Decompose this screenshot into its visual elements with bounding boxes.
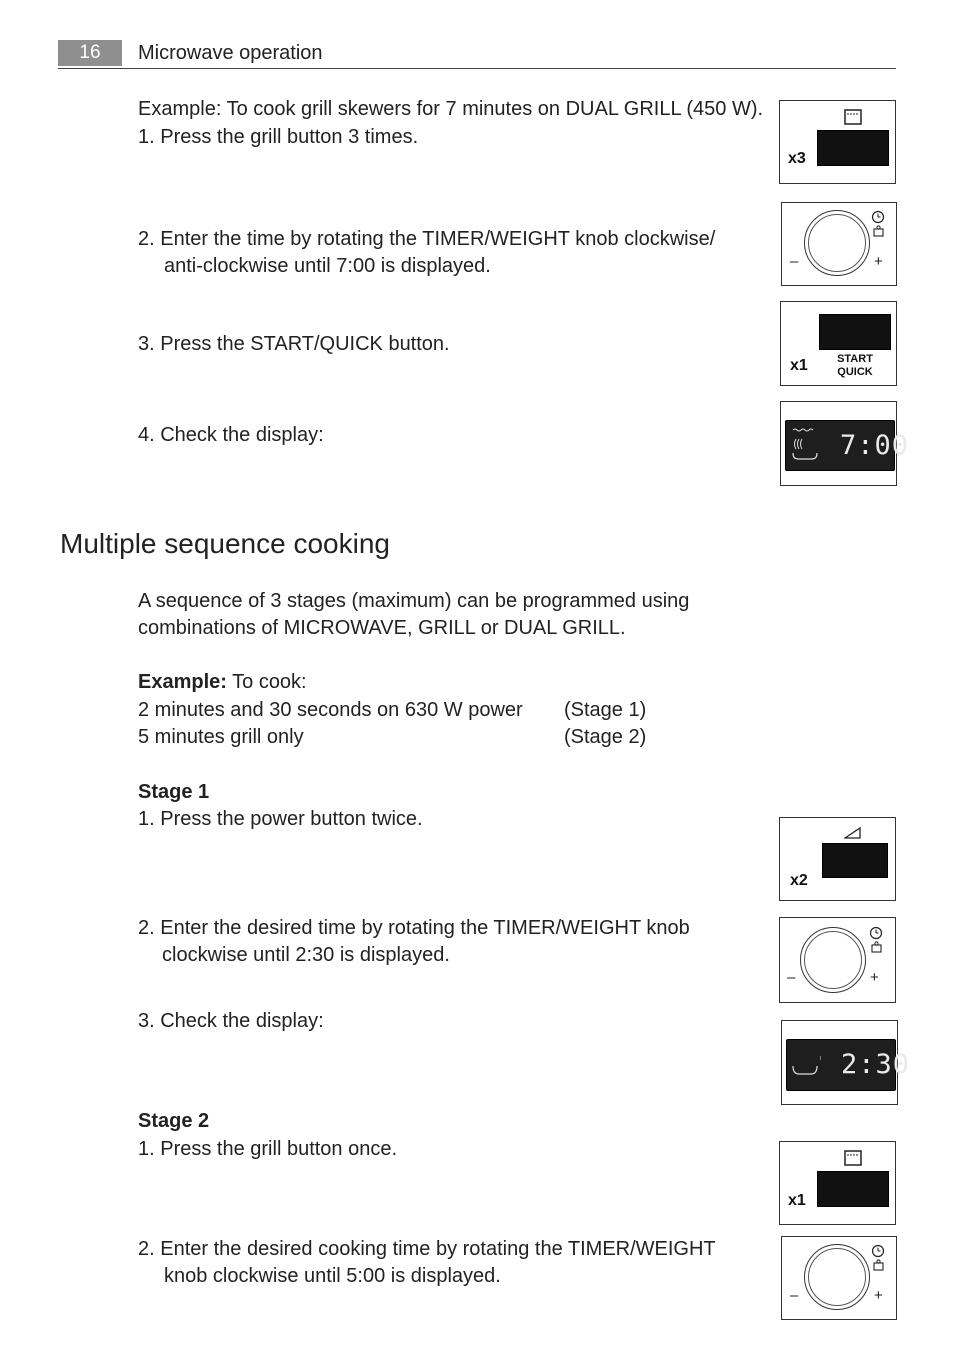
power-button-panel bbox=[779, 817, 896, 901]
grill-icon bbox=[844, 109, 862, 125]
timer-weight-knob[interactable] bbox=[800, 927, 866, 993]
example1-intro bbox=[138, 96, 763, 123]
start-quick-button[interactable] bbox=[831, 353, 879, 379]
example-text: To cook: bbox=[226, 671, 307, 693]
example-label: Example: bbox=[138, 671, 227, 693]
minus-label: – bbox=[790, 1287, 799, 1304]
weight-icon bbox=[873, 1259, 884, 1271]
example-row-desc: 5 minutes grill only bbox=[138, 726, 304, 748]
timer-weight-knob-panel bbox=[779, 917, 896, 1003]
example-row-desc: 2 minutes and 30 seconds on 630 W power bbox=[138, 699, 523, 721]
step-text: 1. Press the grill button 3 times. bbox=[138, 126, 419, 148]
display-panel bbox=[781, 1020, 911, 1105]
stage-title: Stage 1 bbox=[138, 781, 210, 803]
step-text: 2. Enter the desired cooking time by rotating the TIMER/WEIGHT bbox=[138, 1238, 716, 1260]
press-count: x2 bbox=[790, 872, 808, 889]
power-icon bbox=[844, 826, 862, 840]
plus-label: + bbox=[874, 1287, 883, 1304]
press-count: x3 bbox=[788, 150, 806, 167]
grill-button-panel bbox=[779, 1141, 896, 1225]
timer-weight-knob-panel bbox=[781, 1236, 897, 1320]
quick-label: QUICK bbox=[837, 366, 873, 378]
section-title: Microwave operation bbox=[138, 42, 323, 64]
plus-label: + bbox=[874, 253, 883, 270]
clock-icon bbox=[871, 1244, 885, 1258]
grill-icon bbox=[844, 1150, 862, 1166]
example-label: Example: bbox=[138, 98, 222, 120]
knob-face bbox=[808, 1248, 866, 1306]
press-count: x1 bbox=[790, 357, 808, 374]
power-button[interactable] bbox=[822, 843, 888, 878]
step-text-continued: knob clockwise until 5:00 is displayed. bbox=[164, 1265, 501, 1287]
clock-icon bbox=[869, 926, 883, 940]
display-time: 2:30 bbox=[841, 1049, 911, 1080]
step-text: 2. Enter the time by rotating the TIMER/WEIGHT knob clockwise/ bbox=[138, 228, 716, 250]
grill-button[interactable] bbox=[817, 1171, 889, 1207]
intro-line: A sequence of 3 stages (maximum) can be programmed using bbox=[138, 590, 690, 612]
knob-face bbox=[808, 214, 866, 272]
step-text-continued: anti-clockwise until 7:00 is displayed. bbox=[164, 255, 491, 277]
weight-icon bbox=[871, 941, 882, 953]
microwave-icon bbox=[791, 1054, 821, 1078]
example-text: To cook grill skewers for 7 minutes on DUAL GRILL (450 W). bbox=[221, 98, 764, 120]
example-row-stage: (Stage 1) bbox=[564, 699, 647, 721]
dual-grill-icon bbox=[790, 427, 820, 463]
oven-display bbox=[785, 420, 910, 471]
timer-weight-knob[interactable] bbox=[804, 1244, 870, 1310]
section-heading: Multiple sequence cooking bbox=[60, 528, 390, 559]
page-number: 16 bbox=[58, 40, 122, 66]
plus-label: + bbox=[870, 969, 879, 986]
step-text: 3. Check the display: bbox=[138, 1010, 324, 1032]
grill-button[interactable] bbox=[817, 130, 889, 166]
step-text: 1. Press the power button twice. bbox=[138, 808, 423, 830]
start-label: START bbox=[837, 353, 873, 365]
step-text: 3. Press the START/QUICK button. bbox=[138, 333, 450, 355]
step-text: 4. Check the display: bbox=[138, 424, 324, 446]
example-row-stage: (Stage 2) bbox=[564, 726, 647, 748]
minus-label: – bbox=[790, 253, 799, 270]
display-panel bbox=[780, 401, 910, 486]
example2-intro bbox=[138, 669, 307, 696]
stage-title: Stage 2 bbox=[138, 1110, 210, 1132]
minus-label: – bbox=[787, 969, 796, 986]
timer-weight-knob[interactable] bbox=[804, 210, 870, 276]
grill-button-panel bbox=[779, 100, 896, 184]
header-divider bbox=[58, 68, 896, 69]
timer-weight-knob-panel bbox=[781, 202, 897, 286]
clock-icon bbox=[871, 210, 885, 224]
intro-line: combinations of MICROWAVE, GRILL or DUAL GRILL. bbox=[138, 617, 626, 639]
weight-icon bbox=[873, 225, 884, 237]
start-quick-panel bbox=[780, 301, 897, 386]
step-text: 1. Press the grill button once. bbox=[138, 1138, 398, 1160]
oven-display bbox=[786, 1039, 911, 1091]
press-count: x1 bbox=[788, 1192, 806, 1209]
display-time: 7:00 bbox=[840, 430, 910, 461]
start-display bbox=[819, 314, 891, 350]
step-text-continued: clockwise until 2:30 is displayed. bbox=[162, 944, 450, 966]
knob-face bbox=[804, 931, 862, 989]
step-text: 2. Enter the desired time by rotating the TIMER/WEIGHT knob bbox=[138, 917, 690, 939]
